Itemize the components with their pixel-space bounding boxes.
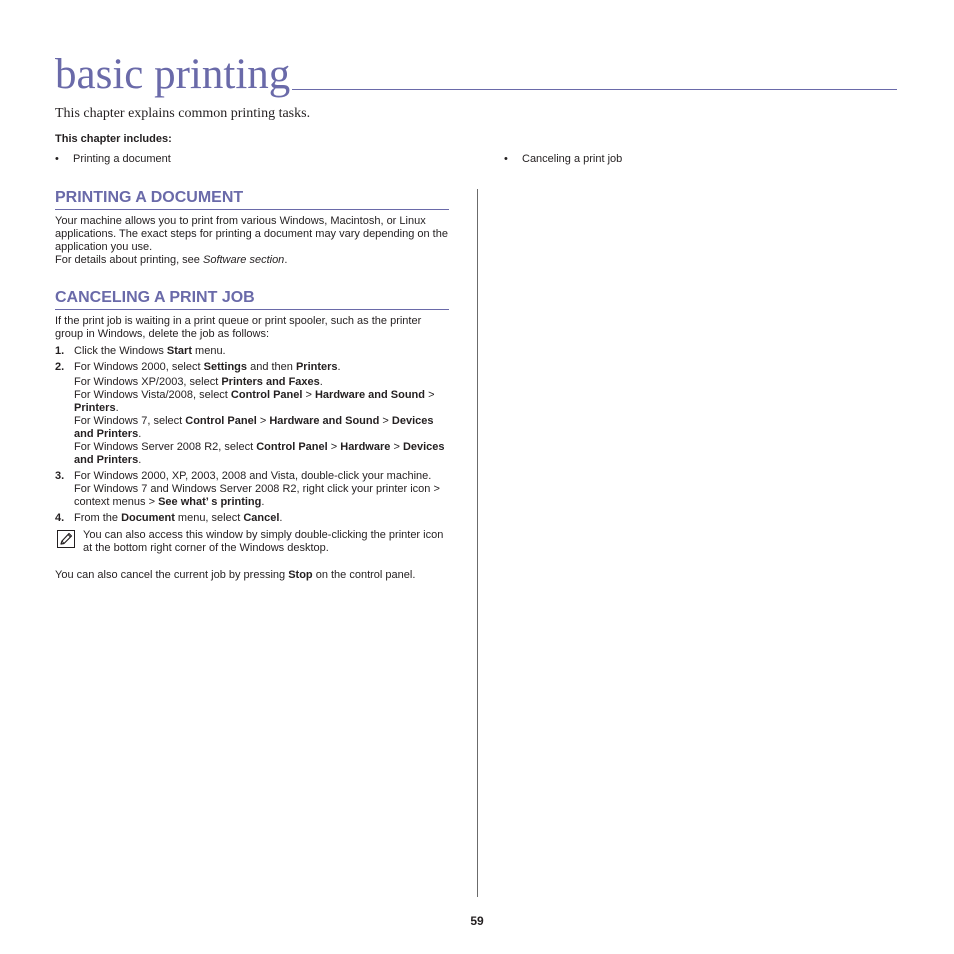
step-3-line-1: For Windows 2000, XP, 2003, 2008 and Vista, double-click your machine. bbox=[74, 470, 432, 482]
toc-item-printing[interactable] bbox=[55, 153, 171, 166]
note-pencil-icon bbox=[57, 530, 75, 548]
chapter-title: basic printing bbox=[55, 51, 291, 98]
printing-para: Your machine allows you to print from various Windows, Macintosh, or Linux applications. The exact steps for printing a document may vary depending on the application you use. bbox=[55, 215, 448, 253]
canceling-heading: CANCELING A PRINT JOB bbox=[55, 288, 449, 310]
includes-label: This chapter includes: bbox=[55, 133, 172, 145]
printing-see-also: For details about printing, see Software section. bbox=[55, 254, 288, 266]
toc-item-label: Canceling a print job bbox=[522, 153, 623, 165]
toc-item-canceling[interactable] bbox=[504, 153, 622, 166]
toc-item-label: Printing a document bbox=[73, 153, 171, 165]
column-divider bbox=[477, 189, 478, 897]
step-2-line-2: For Windows XP/2003, select Printers and Faxes. bbox=[74, 376, 323, 388]
cancel-steps bbox=[55, 345, 449, 525]
bullet: • bbox=[55, 153, 59, 165]
note-box bbox=[55, 529, 449, 555]
left-column bbox=[55, 188, 449, 582]
step-2-line-1: For Windows 2000, select Settings and then Printers. bbox=[74, 361, 341, 373]
printing-section bbox=[55, 188, 449, 267]
step-2-line-4: For Windows 7, select Control Panel > Hardware and Sound > Devices and Printers. bbox=[74, 415, 434, 440]
note-text: You can also access this window by simply double-clicking the printer icon at the bottom right corner of the Windows desktop. bbox=[83, 529, 444, 554]
step-2-line-3: For Windows Vista/2008, select Control Panel > Hardware and Sound > Printers. bbox=[74, 389, 435, 414]
canceling-section bbox=[55, 288, 449, 582]
software-section-link[interactable]: Software section bbox=[202, 254, 285, 266]
step-3: 3. For Windows 2000, XP, 2003, 2008 and Vista, double-click your machine. For Windows 7 and Windows Server 2008 R2, right click your printer icon > context menus > See what’ s printing. bbox=[55, 470, 449, 509]
bullet: • bbox=[504, 153, 508, 165]
step-4: 4. From the Document menu, select Cancel. bbox=[55, 512, 283, 524]
step-2: 2. For Windows 2000, select Settings and then Printers. For Windows XP/2003, select Printers and Faxes. For Windows Vista/2008, select Control Panel > Hardware and Sound > Printers. For Windows 7, select Control Panel > Hardware and Sound > Devices and Printers. For Windows Server 2008 R2, select Control Panel > Hardware > Devices and Printers. bbox=[55, 361, 449, 467]
step-1: 1. Click the Windows Start menu. bbox=[55, 345, 226, 357]
canceling-intro: If the print job is waiting in a print queue or print spooler, such as the printer group in Windows, delete the job as follows: bbox=[55, 315, 422, 340]
printing-heading: PRINTING A DOCUMENT bbox=[55, 188, 449, 210]
chapter-intro: This chapter explains common printing tasks. bbox=[55, 106, 311, 121]
stop-button-tip: You can also cancel the current job by pressing Stop on the control panel. bbox=[55, 569, 416, 581]
page-number: 59 bbox=[470, 914, 484, 928]
step-3-line-2: For Windows 7 and Windows Server 2008 R2, right click your printer icon > context menus > See what’ s printing. bbox=[74, 483, 440, 508]
title-rule bbox=[290, 89, 897, 90]
step-2-line-5: For Windows Server 2008 R2, select Control Panel > Hardware > Devices and Printers. bbox=[74, 441, 445, 466]
